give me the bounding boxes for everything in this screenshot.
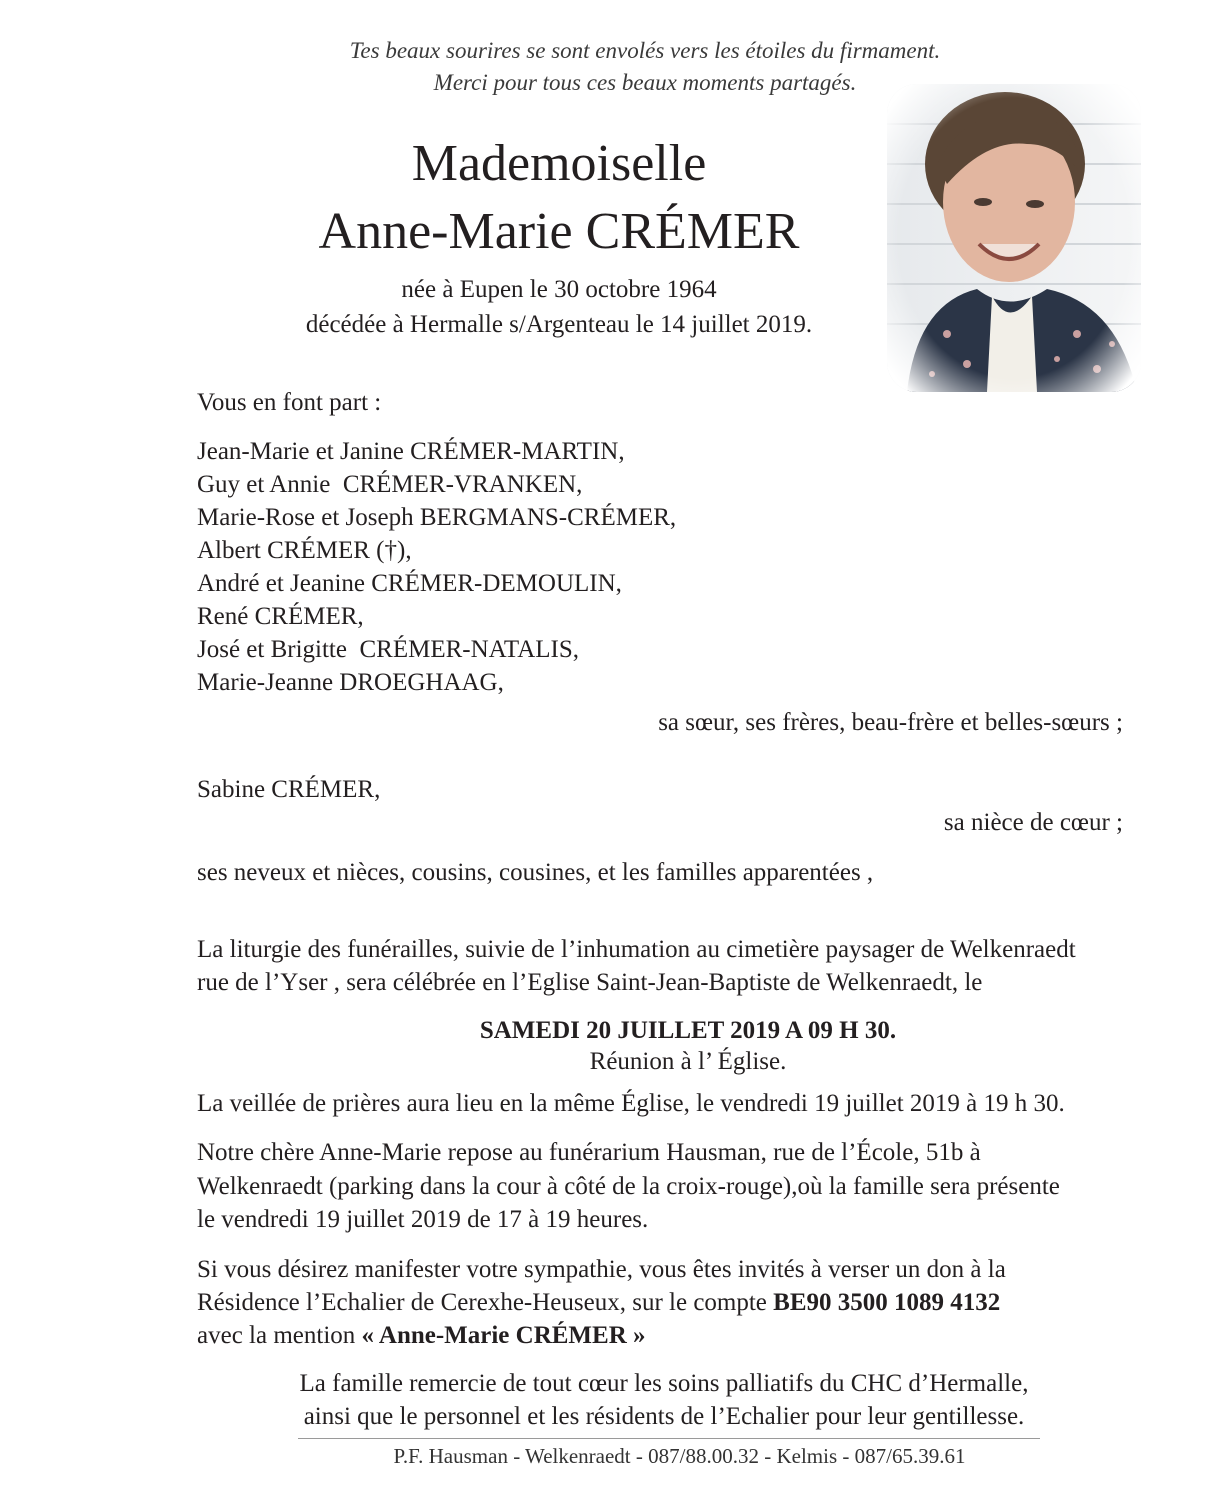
rest-line-2: Welkenraedt (parking dans la cour à côté de la croix-rouge),où la famille sera présente	[197, 1173, 1060, 1200]
rest-line-1: Notre chère Anne-Marie repose au funérarium Hausman, rue de l’École, 51b à	[197, 1139, 981, 1166]
family-member: Guy et Annie CRÉMER-VRANKEN,	[197, 471, 583, 498]
other-relatives: ses neveux et nièces, cousins, cousines, et les familles apparentées ,	[197, 859, 874, 886]
title-salutation: Mademoiselle	[411, 135, 707, 192]
vigil-info: La veillée de prières aura lieu en la même Église, le vendredi 19 juillet 2019 à 19 h 30.	[197, 1090, 1065, 1117]
family-member: André et Jeanine CRÉMER-DEMOULIN,	[197, 570, 622, 597]
donation-mention: « Anne-Marie CRÉMER »	[361, 1322, 646, 1349]
bank-account: BE90 3500 1089 4132	[773, 1289, 1001, 1316]
donation-line-2	[197, 1286, 1000, 1319]
epigraph-line-2: Merci pour tous ces beaux moments partagés.	[433, 70, 857, 95]
family-member: Marie-Jeanne DROEGHAAG,	[197, 669, 504, 696]
thanks-line-1: La famille remercie de tout cœur les soins palliatifs du CHC d’Hermalle,	[299, 1370, 1029, 1397]
meeting-place: Réunion à l’ Église.	[589, 1048, 787, 1075]
family-relation: sa sœur, ses frères, beau-frère et belles-sœurs ;	[658, 709, 1123, 736]
ceremony-date: SAMEDI 20 JUILLET 2019 A 09 H 30.	[479, 1017, 897, 1044]
intro-text: Vous en font part :	[197, 389, 382, 416]
thanks-line-2: ainsi que le personnel et les résidents de l’Echalier pour leur gentillesse.	[303, 1403, 1025, 1430]
family-member: Jean-Marie et Janine CRÉMER-MARTIN,	[197, 438, 625, 465]
funeral-home-footer: P.F. Hausman - Welkenraedt - 087/88.00.32 - Kelmis - 087/65.39.61	[393, 1444, 966, 1468]
donation-line-1: Si vous désirez manifester votre sympathie, vous êtes invités à verser un don à la	[197, 1256, 1006, 1283]
family-member: René CRÉMER,	[197, 603, 364, 630]
epigraph-line-1: Tes beaux sourires se sont envolés vers les étoiles du firmament.	[349, 38, 941, 63]
donation-text: Résidence l’Echalier de Cerexhe-Heuseux, sur le compte	[197, 1289, 774, 1316]
death-info: décédée à Hermalle s/Argenteau le 14 juillet 2019.	[305, 311, 813, 338]
niece-name: Sabine CRÉMER,	[197, 776, 381, 803]
family-member: José et Brigitte CRÉMER-NATALIS,	[197, 636, 580, 663]
donation-mention-label: avec la mention	[197, 1322, 362, 1349]
donation-line-3	[197, 1319, 646, 1352]
niece-relation: sa nièce de cœur ;	[943, 809, 1123, 836]
ceremony-line-1: La liturgie des funérailles, suivie de l’inhumation au cimetière paysager de Welkenraedt	[197, 936, 1076, 963]
footer-divider	[298, 1438, 1040, 1439]
ceremony-line-2: rue de l’Yser , sera célébrée en l’Eglise Saint-Jean-Baptiste de Welkenraedt, le	[197, 969, 983, 996]
family-member: Albert CRÉMER (†),	[197, 537, 412, 564]
birth-info: née à Eupen le 30 octobre 1964	[401, 276, 717, 303]
family-member: Marie-Rose et Joseph BERGMANS-CRÉMER,	[197, 504, 677, 531]
deceased-name: Anne-Marie CRÉMER	[318, 203, 800, 260]
rest-line-3: le vendredi 19 juillet 2019 de 17 à 19 heures.	[197, 1206, 649, 1233]
